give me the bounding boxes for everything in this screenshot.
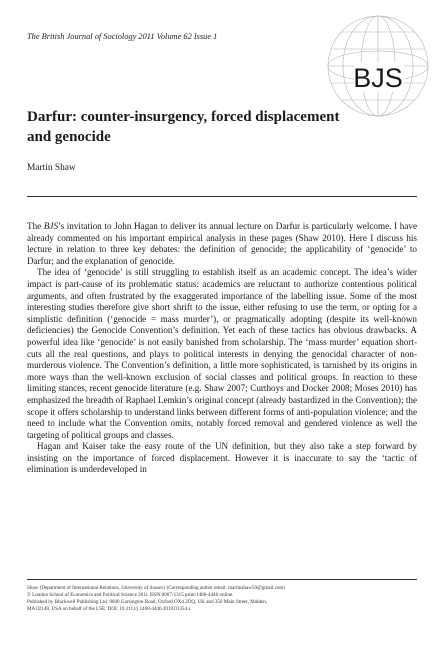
paragraph-1: The BJS’s invitation to John Hagan to deliver its annual lecture on Darfur is particularly welcome. I have already commented on his important empirical analysis in these pages (Shaw 2010). Here I discuss his lecture in relation to three key debates: the definition of genocide; the applicability of ‘genocide’ to Darfur; and the explanation of genocide. (27, 221, 417, 266)
article-title: Darfur: counter-insurgency, forced displacement and genocide (27, 109, 340, 145)
journal-header: The British Journal of Sociology 2011 Volume 62 Issue 1 (27, 32, 218, 41)
article-author: Martin Shaw (27, 163, 76, 173)
paragraph-3: Hagan and Kaiser take the easy route of the UN definition, but they also take a step forward by insisting on the importance of forced displacement. However it is inaccurate to say the ‘tactic of elimination is underdeveloped in (27, 441, 417, 475)
footnote-line-publisher: Published by Blackwell Publishing Ltd, 9600 Garsington Road, Oxford OX4 2DQ, UK and 350 Main Street, Malden, (27, 599, 268, 606)
footnote-line-doi: MA 02148, USA on behalf of the LSE. DOI: 10.1111/j.1468-4446.2010.01354.x (27, 606, 191, 613)
footnote-line-copyright: © London School of Economics and Political Science 2011 ISSN 0007-1315 print/1468-4446 online. (27, 592, 234, 599)
bjs-logo-text: BJS (353, 63, 403, 93)
top-divider (27, 196, 417, 197)
footnote (27, 585, 422, 613)
article-body (27, 221, 417, 476)
footnote-divider (27, 579, 417, 580)
paragraph-2: The idea of ‘genocide’ is still struggling to establish itself as an academic concept. The idea’s wider impact is part-cause of its problematic status: academics are reluctant to authorize contentious political arguments, and often frustrated by the exaggerated importance of the labelling issue. Some of the most interesting studies therefore give short shrift to the issue, either refusing to use the term, or opting for a simplistic definition (‘genocide = mass murder’), or pragmatically adopting (despite its well-known deficiencies) the Genocide Convention’s definition. Yet each of these tactics has obvious drawbacks. A powerful idea like ‘genocide’ is not easily banished from scholarship. The ‘mass murder’ equation short-cuts all the real questions, and plays to political interests in denying the genocidal character of non-murderous violence. The Convention’s definition, a little more sophisticated, is tarnished by its origins in more ways than the well-known exclusion of social classes and political groups. In reaction to these limiting stances, recent genocide literature (e.g. Shaw 2007; Curthoys and Docker 2008; Moses 2010) has emphasized the breadth of Raphael Lemkin’s original concept (already bastardized in the Convention); the scope it offers scholarship to understand links between different forms of anti-population violence; and the need to include what the Convention omits, notably forced removal and gendered violence as well the targeting of political groups and classes. (27, 267, 417, 440)
footnote-line-affiliation: Shaw (Department of International Relations, University of Sussex) (Corresponding author email: martinshaw59@gmail.com) (27, 585, 286, 591)
